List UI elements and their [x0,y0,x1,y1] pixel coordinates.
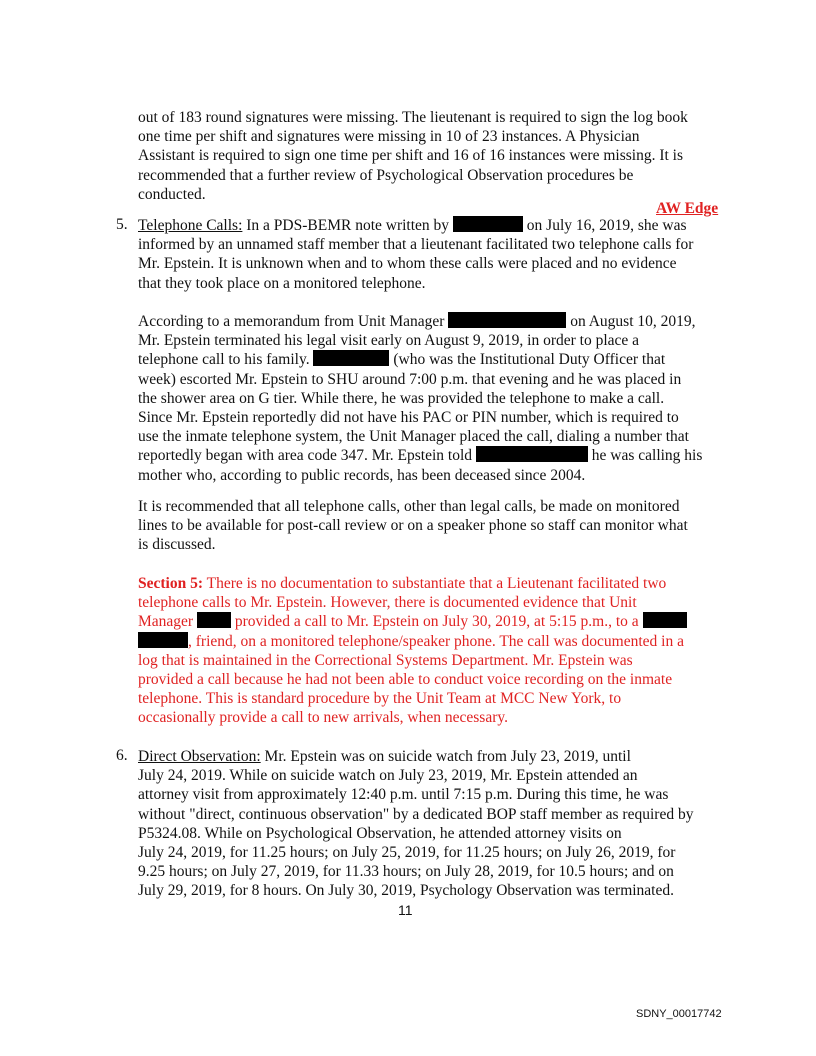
text-line: Telephone Calls: In a PDS-BEMR note written by on July 16, 2019, she was [138,217,687,234]
item-number: 5. [116,216,128,233]
text-line: telephone calls to Mr. Epstein. However, there is documented evidence that Unit [138,594,637,612]
text-line: telephone call to his family. (who was the Institutional Duty Officer that [138,351,666,369]
text-line: 9.25 hours; on July 27, 2019, for 11.33 hours; on July 28, 2019, for 10.5 hours; and on [138,863,674,881]
text-line: is discussed. [138,536,216,554]
text-line: week) escorted Mr. Epstein to SHU around 7:00 p.m. that evening and he was placed in [138,370,682,388]
text-line: recommended that a further review of Psychological Observation procedures be [138,166,634,184]
text-line: July 24, 2019, for 11.25 hours; on July 25, 2019, for 11.25 hours; on July 26, 2019, for [138,844,676,862]
item6-heading: Direct Observation: [138,748,261,765]
redaction-box [476,446,588,462]
text-line: Manager provided a call to Mr. Epstein on July 30, 2019, at 5:15 p.m., to a [138,612,687,631]
text-line: It is recommended that all telephone calls, other than legal calls, be made on monitored [138,498,680,515]
text-line: use the inmate telephone system, the Unit Manager placed the call, dialing a number that [138,428,689,446]
text-line: conducted. [138,185,206,203]
text-line: log that is maintained in the Correctional Systems Department. Mr. Epstein was [138,651,633,669]
text-line: one time per shift and signatures were missing in 10 of 23 instances. A Physician [138,128,640,146]
text-line: Since Mr. Epstein reportedly did not have his PAC or PIN number, which is required to [138,409,679,427]
redaction-box [453,216,523,232]
text-line: out of 183 round signatures were missing. The lieutenant is required to sign the log book [138,109,688,126]
text-line: provided a call because he had not been able to conduct voice recording on the inmate [138,671,673,689]
redaction-box [138,632,188,648]
text-line: Assistant is required to sign one time per shift and 16 of 16 instances were missing. It is [138,147,683,165]
item-number: 6. [116,747,128,764]
redaction-box [643,612,687,628]
item6-paragraph [138,747,693,901]
item5-heading: Telephone Calls: [138,217,243,234]
text-line: Section 5: There is no documentation to substantiate that a Lieutenant facilitated two [138,575,667,592]
text-line: without "direct, continuous observation" by a dedicated BOP staff member as required by [138,805,694,823]
text-line: mother who, according to public records, has been deceased since 2004. [138,466,586,484]
redaction-box [197,612,231,628]
annotation-label: AW Edge [656,200,719,217]
text-line: Mr. Epstein. It is unknown when and to whom these calls were placed and no evidence [138,255,677,273]
text-line: occasionally provide a call to new arrivals, when necessary. [138,709,508,727]
recommendation-paragraph [138,497,688,555]
text-line: Mr. Epstein terminated his legal visit early on August 9, 2019, in order to place a [138,332,640,350]
text-line: P5324.08. While on Psychological Observation, he attended attorney visits on [138,824,622,842]
text-line: July 24, 2019. While on suicide watch on July 23, 2019, Mr. Epstein attended an [138,767,638,785]
text-line: telephone. This is standard procedure by the Unit Team at MCC New York, to [138,690,622,708]
page-number: 11 [398,902,413,918]
text-line: lines to be available for post-call review or on a speaker phone so staff can monitor what [138,517,688,535]
text-line: , friend, on a monitored telephone/speaker phone. The call was documented in a [138,632,687,651]
redaction-box [313,350,389,366]
item5-paragraph [138,216,693,293]
section5-response [138,574,687,728]
redaction-box [448,312,566,328]
text-line: informed by an unnamed staff member that a lieutenant facilitated two telephone calls for [138,236,694,254]
text-line: July 29, 2019, for 8 hours. On July 30, 2019, Psychology Observation was terminated. [138,882,674,900]
continued-paragraph [138,108,688,204]
memo-paragraph [138,312,702,485]
text-line: Direct Observation: Mr. Epstein was on suicide watch from July 23, 2019, until [138,748,631,765]
text-line: reportedly began with area code 347. Mr. Epstein told he was calling his [138,447,703,465]
text-line: attorney visit from approximately 12:40 p.m. until 7:15 p.m. During this time, he was [138,786,669,804]
text-line: that they took place on a monitored telephone. [138,274,426,292]
bates-number: SDNY_00017742 [636,1008,722,1020]
text-line: According to a memorandum from Unit Manager on August 10, 2019, [138,313,696,330]
section5-label: Section 5: [138,575,204,592]
text-line: the shower area on G tier. While there, he was provided the telephone to make a call. [138,389,665,407]
